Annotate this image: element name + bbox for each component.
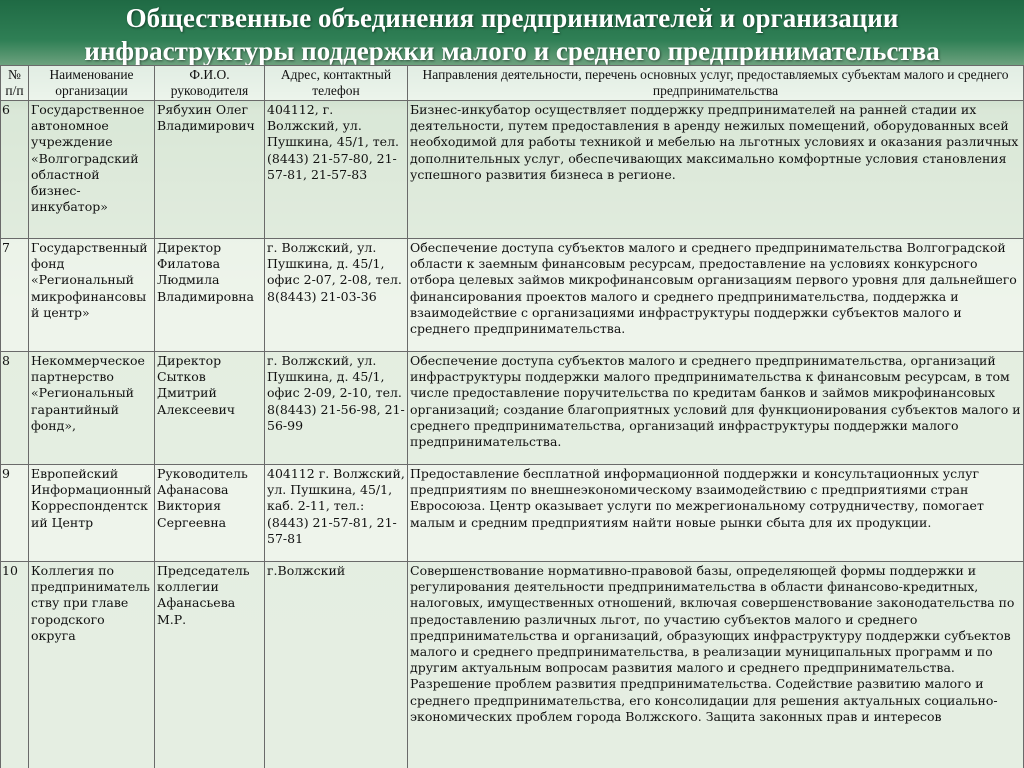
cell-fio: Директор Филатова Людмила Владимировна [155, 239, 265, 352]
table-row [1, 562, 1024, 768]
table-row [1, 239, 1024, 352]
cell-desc: Предоставление бесплатной информационной поддержки и консультационных услуг предприятиям по внешнеэкономическому взаимодействию с предприятиями стран Евросоюза. Центр оказывает услуги по межрегиональному сотрудничеству, помогает малым и средним предприятиям найти новые рынки сбыта для их продукции. [408, 465, 1024, 562]
cell-addr: 404112, г. Волжский, ул. Пушкина, 45/1, тел. (8443) 21-57-80, 21-57-81, 21-57-83 [265, 101, 408, 239]
cell-desc: Бизнес-инкубатор осуществляет поддержку предпринимателей на ранней стадии их деятельности, путем предоставления в аренду нежилых помещений, оборудованных всей необходимой для работы техникой и мебелью на льготных условиях и оказания различных дополнительных услуг, обеспечивающих максимально комфортные условия становления успешного развития бизнеса в регионе. [408, 101, 1024, 239]
cell-org: Европейский Информационный Корреспондентский Центр [29, 465, 155, 562]
cell-desc: Обеспечение доступа субъектов малого и среднего предпринимательства, организаций инфраструктуры поддержки малого предпринимательства к финансовым ресурсам, в том числе предоставление поручительства по кредитам банков и займов микрофинансовых организаций; создание благоприятных условий для функционирования субъектов малого и среднего предпринимательства, организаций инфраструктуры поддержки малого предпринимательства. [408, 352, 1024, 465]
cell-fio: Рябухин Олег Владимирович [155, 101, 265, 239]
cell-num: 9 [1, 465, 29, 562]
header-desc: Направления деятельности, перечень основных услуг, предоставляемых субъектам малого и среднего предпринимательства [408, 66, 1024, 101]
table-row [1, 465, 1024, 562]
header-fio: Ф.И.О. руководителя [155, 66, 265, 101]
cell-org: Некоммерческое партнерство «Региональный гарантийный фонд», [29, 352, 155, 465]
table-header-row [1, 66, 1024, 101]
cell-desc: Обеспечение доступа субъектов малого и среднего предпринимательства Волгоградской области к заемным финансовым ресурсам, предоставление на условиях конкурсного отбора целевых займов микрофинансовым организациям первого уровня для дальнейшего финансирования проектов малого и среднего предпринимательства, поддержка и взаимодействие с организациями инфраструктуры поддержки субъектов малого и среднего предпринимательства. [408, 239, 1024, 352]
cell-org: Коллегия по предпринимательству при главе городского округа [29, 562, 155, 768]
page-title-line1: Общественные объединения предпринимателей и организации [125, 3, 899, 33]
cell-org: Государственный фонд «Региональный микрофинансовый центр» [29, 239, 155, 352]
cell-fio: Председатель коллегии Афанасьева М.Р. [155, 562, 265, 768]
cell-fio: Директор Сытков Дмитрий Алексеевич [155, 352, 265, 465]
header-addr: Адрес, контактный телефон [265, 66, 408, 101]
cell-desc: Совершенствование нормативно-правовой базы, определяющей формы поддержки и регулирования деятельности предпринимательства в области финансово-кредитных, налоговых, имущественных отношений, включая совершенствование законодательства по предоставлению различных льгот, по участию субъектов малого и среднего предпринимательства и организаций, образующих инфраструктуру поддержки субъектов малого и среднего предпринимательства, в реализации муниципальных программ и по другим актуальным вопросам развития малого и среднего предпринимательства. Разрешение проблем развития предпринимательства. Содействие развитию малого и среднего предпринимательства, его консолидации для решения актуальных социально-экономических проблем города Волжского. Защита законных прав и интересов [408, 562, 1024, 768]
cell-num: 7 [1, 239, 29, 352]
cell-org: Государственное автономное учреждение «Волгоградский областной бизнес-инкубатор» [29, 101, 155, 239]
cell-num: 10 [1, 562, 29, 768]
header-num: № п/п [1, 66, 29, 101]
cell-addr: г. Волжский, ул. Пушкина, д. 45/1, офис 2-09, 2-10, тел. 8(8443) 21-56-98, 21-56-99 [265, 352, 408, 465]
cell-addr: г. Волжский, ул. Пушкина, д. 45/1, офис 2-07, 2-08, тел. 8(8443) 21-03-36 [265, 239, 408, 352]
organizations-table-wrapper [0, 65, 1024, 768]
cell-addr: 404112 г. Волжский, ул. Пушкина, 45/1, каб. 2-11, тел.: (8443) 21-57-81, 21-57-81 [265, 465, 408, 562]
table-row [1, 352, 1024, 465]
cell-addr: г.Волжский [265, 562, 408, 768]
cell-num: 6 [1, 101, 29, 239]
cell-num: 8 [1, 352, 29, 465]
header-org: Наименование организации [29, 66, 155, 101]
cell-fio: Руководитель Афанасова Виктория Сергеевна [155, 465, 265, 562]
table-row [1, 101, 1024, 239]
page-title-line2: инфраструктуры поддержки малого и среднего предпринимательства [84, 36, 940, 66]
page-title [0, 2, 1024, 68]
organizations-table [0, 65, 1024, 768]
